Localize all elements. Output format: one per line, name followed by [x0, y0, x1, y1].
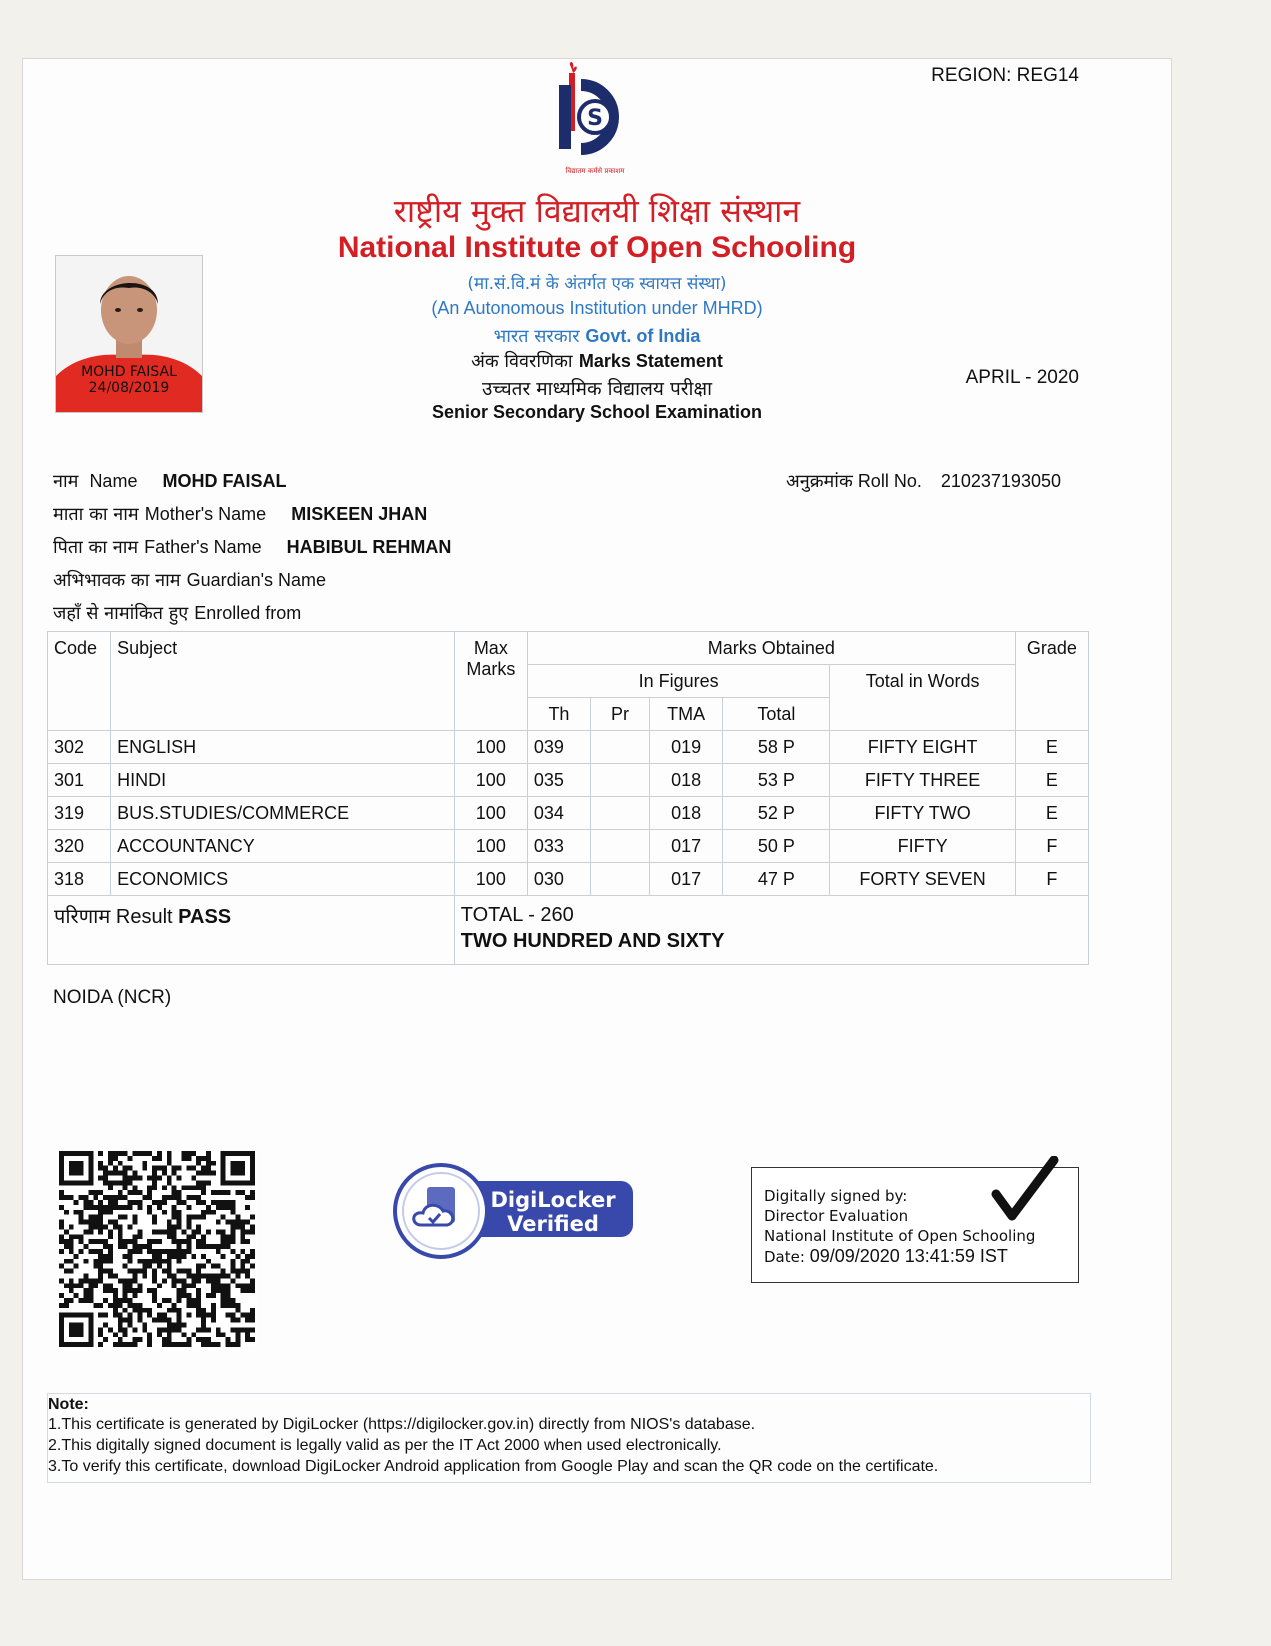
cell-pr — [591, 797, 650, 830]
cell-max: 100 — [454, 830, 527, 863]
signer-title: Director Evaluation — [764, 1207, 909, 1225]
cell-total: 52 P — [723, 797, 830, 830]
cell-words: FIFTY THREE — [830, 764, 1015, 797]
header-total: Total — [723, 698, 830, 731]
cell-words: FIFTY EIGHT — [830, 731, 1015, 764]
mother-name-row — [53, 502, 427, 526]
result-row — [48, 896, 1089, 965]
cell-words: FORTY SEVEN — [830, 863, 1015, 896]
table-row — [48, 863, 1089, 896]
signer-institute: National Institute of Open Schooling — [764, 1227, 1036, 1245]
hindi-institute-title: राष्ट्रीय मुक्त विद्यालयी शिक्षा संस्थान — [393, 192, 801, 230]
roll-label: Roll No. — [857, 471, 922, 491]
cell-pr — [591, 863, 650, 896]
notes-title: Note: — [48, 1396, 89, 1413]
digilocker-label: DigiLocker — [490, 1188, 616, 1212]
cell-grade: F — [1015, 830, 1088, 863]
student-photo — [55, 255, 203, 413]
cell-th: 033 — [527, 830, 590, 863]
cell-code: 302 — [48, 731, 111, 764]
cell-subject: BUS.STUDIES/COMMERCE — [111, 797, 455, 830]
cell-subject: ECONOMICS — [111, 863, 455, 896]
cell-pr — [591, 830, 650, 863]
cell-total: 58 P — [723, 731, 830, 764]
result-value: PASS — [178, 906, 232, 928]
total-cell — [454, 896, 1088, 965]
student-name-row — [53, 469, 286, 493]
guardian-label: Guardian's Name — [186, 570, 327, 590]
name-hindi-label: नाम — [53, 471, 79, 492]
cell-code: 301 — [48, 764, 111, 797]
header-marks-obtained: Marks Obtained — [527, 632, 1015, 665]
cell-tma: 018 — [650, 797, 723, 830]
cell-total: 47 P — [723, 863, 830, 896]
govt-hindi: भारत सरकार — [493, 326, 580, 347]
cell-pr — [591, 764, 650, 797]
guardian-name-row — [53, 568, 326, 592]
statement-hindi: अंक विवरणिका — [471, 351, 573, 372]
table-row — [48, 731, 1089, 764]
signature-date-value: 09/09/2020 13:41:59 IST — [809, 1246, 1008, 1266]
header-code: Code — [48, 632, 111, 731]
header-tma: TMA — [650, 698, 723, 731]
result-hindi-label: परिणाम — [54, 904, 111, 928]
cell-total: 50 P — [723, 830, 830, 863]
header-in-figures: In Figures — [527, 665, 830, 698]
header-subject: Subject — [111, 632, 455, 731]
signature-date-label: Date: — [764, 1248, 805, 1266]
english-institute-title: National Institute of Open Schooling — [337, 231, 857, 264]
cell-tma: 018 — [650, 764, 723, 797]
table-row — [48, 797, 1089, 830]
verification-qr-code — [57, 1151, 257, 1347]
cell-pr — [591, 731, 650, 764]
cell-words: FIFTY — [830, 830, 1015, 863]
note-item: 1.This certificate is generated by DigiLocker (https://digilocker.gov.in) directly from NIOS's database. — [48, 1416, 756, 1433]
total-in-words: TWO HUNDRED AND SIXTY — [460, 930, 725, 952]
verified-label: Verified — [507, 1212, 599, 1236]
cell-code: 318 — [48, 863, 111, 896]
cell-code: 319 — [48, 797, 111, 830]
cell-max: 100 — [454, 731, 527, 764]
exam-centre-place: NOIDA (NCR) — [53, 987, 172, 1008]
result-cell — [48, 896, 455, 965]
notes-box — [47, 1393, 1091, 1483]
student-name: MOHD FAISAL — [162, 471, 287, 491]
cell-grade: F — [1015, 863, 1088, 896]
photo-caption-name: MOHD FAISAL — [81, 364, 177, 380]
region-code: REGION: REG14 — [931, 65, 1079, 86]
exam-session: APRIL - 2020 — [965, 367, 1079, 388]
digilocker-verified-badge — [393, 1163, 635, 1259]
signed-by-label: Digitally signed by: — [764, 1187, 908, 1205]
marks-statement-sheet — [22, 58, 1172, 1580]
cell-subject: ENGLISH — [111, 731, 455, 764]
statement-english: Marks Statement — [578, 351, 723, 371]
header-th: Th — [527, 698, 590, 731]
header-total-in-words: Total in Words — [830, 665, 1015, 731]
table-row — [48, 764, 1089, 797]
marks-table — [47, 631, 1089, 965]
table-row — [48, 830, 1089, 863]
cell-words: FIFTY TWO — [830, 797, 1015, 830]
hindi-subtitle: (मा.सं.वि.मं के अंतर्गत एक स्वायत्त संस्था) — [467, 274, 727, 294]
total-figure: TOTAL - 260 — [460, 904, 574, 926]
logo-tagline: विद्यातम कर्मसे प्रकाशम — [565, 167, 625, 175]
cell-max: 100 — [454, 797, 527, 830]
roll-hindi-label: अनुक्रमांक — [785, 471, 853, 492]
checkmark-icon — [990, 1156, 1060, 1226]
cell-total: 53 P — [723, 764, 830, 797]
cell-tma: 017 — [650, 830, 723, 863]
enrolled-label: Enrolled from — [194, 603, 302, 623]
roll-number: 210237193050 — [940, 471, 1061, 491]
mother-label: Mother's Name — [144, 504, 267, 524]
header-grade: Grade — [1015, 632, 1088, 731]
english-subtitle: (An Autonomous Institution under MHRD) — [431, 298, 763, 318]
mother-name: MISKEEN JHAN — [291, 504, 428, 524]
cell-th: 039 — [527, 731, 590, 764]
cell-max: 100 — [454, 863, 527, 896]
exam-english: Senior Secondary School Examination — [431, 402, 763, 422]
svg-text:S: S — [587, 106, 603, 131]
cell-th: 035 — [527, 764, 590, 797]
cell-grade: E — [1015, 764, 1088, 797]
father-hindi-label: पिता का नाम — [53, 537, 139, 558]
enrolled-from-row — [53, 601, 301, 625]
cell-subject: HINDI — [111, 764, 455, 797]
mother-hindi-label: माता का नाम — [53, 504, 139, 525]
cell-tma: 017 — [650, 863, 723, 896]
cell-grade: E — [1015, 797, 1088, 830]
father-name: HABIBUL REHMAN — [286, 537, 452, 557]
result-label: Result — [115, 906, 173, 928]
father-name-row — [53, 535, 451, 559]
name-label: Name — [89, 471, 138, 491]
header-max-marks: Max Marks — [454, 632, 527, 731]
cell-subject: ACCOUNTANCY — [111, 830, 455, 863]
cell-grade: E — [1015, 731, 1088, 764]
father-label: Father's Name — [144, 537, 262, 557]
enrolled-hindi-label: जहाँ से नामांकित हुए — [53, 603, 189, 624]
note-item: 3.To verify this certificate, download DigiLocker Android application from Google Play and scan the QR code on the certificate. — [48, 1458, 939, 1475]
nios-logo — [553, 59, 645, 177]
cell-th: 034 — [527, 797, 590, 830]
guardian-hindi-label: अभिभावक का नाम — [53, 570, 181, 591]
cell-th: 030 — [527, 863, 590, 896]
digital-signature-box — [751, 1167, 1079, 1283]
govt-english: Govt. of India — [585, 326, 701, 346]
photo-caption-date: 24/08/2019 — [88, 380, 170, 396]
cell-max: 100 — [454, 764, 527, 797]
cell-code: 320 — [48, 830, 111, 863]
cell-tma: 019 — [650, 731, 723, 764]
exam-hindi: उच्चतर माध्यमिक विद्यालय परीक्षा — [482, 378, 712, 400]
header-pr: Pr — [591, 698, 650, 731]
note-item: 2.This digitally signed document is legally valid as per the IT Act 2000 when used electronically. — [48, 1437, 722, 1454]
roll-number-row — [786, 469, 1061, 493]
